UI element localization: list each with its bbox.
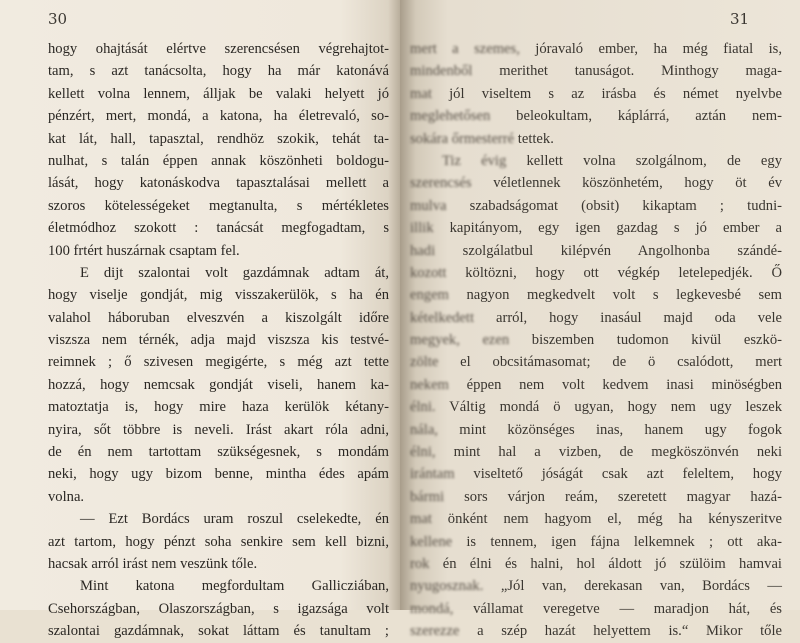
text-line [410, 463, 782, 485]
text-line [410, 553, 782, 575]
text-line [410, 240, 782, 262]
text-fragment: én élni és halni, hol áldott jó szülöim hamvai [429, 555, 782, 572]
text-fragment: tettek. [514, 130, 554, 147]
text-line [48, 531, 389, 553]
blurred-text-fragment: szerencsés [410, 175, 472, 192]
text-line [410, 329, 782, 351]
text-fragment: életmódhoz szokott : tanácsát megfogadtam, s [48, 220, 389, 237]
blurred-text-fragment: hadi [410, 242, 436, 259]
text-line [410, 531, 782, 553]
text-line [48, 128, 389, 150]
text-fragment: viszsza nem térnék, adja majd viszsza kis testvé- [48, 332, 389, 349]
text-fragment: arról, hogy inasául majd oda vele [474, 309, 782, 326]
text-fragment: „Jól van, derekasan van, Bordács — [483, 578, 782, 595]
text-fragment: önként nem hagyom el, még ha kényszeritve [431, 511, 782, 528]
text-fragment: mint hal a vizben, de megköszönvén neki [435, 444, 782, 461]
blurred-text-fragment: megyek, ezen [410, 332, 510, 349]
text-line [48, 329, 389, 351]
blurred-text-fragment: élni. [410, 399, 436, 416]
text-fragment: tam, s azt tanácsolta, hogy ha már katonává [48, 63, 389, 80]
text-line [48, 195, 389, 217]
blurred-text-fragment: engem [410, 287, 449, 304]
text-fragment: Csehországban, Olaszországban, s igazsága volt [48, 600, 389, 617]
text-line [410, 83, 782, 105]
blurred-text-fragment: mat [410, 511, 432, 528]
text-fragment: szalontai gazdámnak, sokat láttam és tanultam ; [48, 623, 389, 640]
text-line [410, 195, 782, 217]
text-line [48, 105, 389, 127]
text-fragment: el obcsitámasomat; de ö csalódott, mert [438, 354, 782, 371]
right-page [400, 0, 800, 640]
page-number-left: 30 [48, 10, 68, 28]
text-fragment: hacsak arról irást nem veszünk tőle. [48, 555, 258, 572]
text-fragment: E dijt szalontai volt gazdámnak adtam át, [80, 264, 389, 281]
text-line [48, 307, 389, 329]
text-fragment: azt tartom, hogy pénzt soha senkire sem kell bizni, [48, 533, 389, 550]
text-line [410, 262, 782, 284]
text-line [410, 172, 782, 194]
text-fragment: nulhat, s talán éppen annak köszönheti boldogu- [48, 152, 389, 169]
text-line [48, 240, 389, 262]
blurred-text-fragment: Tiz évig [442, 152, 507, 169]
text-line [410, 150, 782, 172]
text-fragment: volna. [48, 488, 85, 505]
text-line [48, 553, 389, 575]
text-fragment: biszemben tudomon kivül eszkö- [509, 332, 782, 349]
blurred-text-fragment: meglehetősen [410, 108, 491, 125]
left-page [0, 0, 400, 640]
text-fragment: jóravaló ember, ha még fiatal is, [519, 41, 782, 57]
left-page-text [48, 38, 389, 643]
text-fragment: sors várjon reám, szeretett magyar hazá- [444, 488, 782, 505]
text-line [48, 150, 389, 172]
text-fragment: kat lát, hall, tapasztal, rendhöz szokik, tehát ta- [48, 130, 389, 147]
text-fragment: matoztatja is, hogy mire haza kerülök kétany- [48, 399, 389, 416]
text-line [410, 38, 782, 60]
right-page-text [410, 38, 782, 643]
text-line [48, 508, 389, 530]
blurred-text-fragment: mulva [410, 197, 447, 214]
blurred-text-fragment: nyugosznak. [410, 578, 484, 595]
text-fragment: a szép hazát helyettem is.“ Mikor tőle [459, 623, 782, 640]
blurred-text-fragment: kozott [410, 264, 447, 281]
text-fragment: hogy ohajtását elértve szerencsésen végrehajtot- [48, 41, 389, 57]
text-line [410, 508, 782, 530]
page-number-right: 31 [730, 10, 750, 28]
text-line [48, 284, 389, 306]
text-line [410, 284, 782, 306]
blurred-text-fragment: mondá, [410, 600, 454, 617]
text-line [410, 419, 782, 441]
blurred-text-fragment: rok [410, 555, 430, 572]
blurred-text-fragment: mat [410, 85, 432, 102]
blurred-text-fragment: irántam [410, 466, 455, 483]
text-line [48, 38, 389, 60]
text-line [48, 419, 389, 441]
text-fragment: merithet tanuságot. Minthogy maga- [472, 63, 782, 80]
text-line [410, 396, 782, 418]
text-fragment: hozzá, hogy nemcsak gondját viseli, hanem ka- [48, 376, 389, 393]
text-fragment: beleokultam, káplárrá, aztán nem- [490, 108, 782, 125]
text-fragment: szabadságomat (obsit) kikaptam ; tudni- [446, 197, 782, 214]
text-fragment: kellett volna lennem, álljak be valaki helyett jó [48, 85, 389, 102]
text-fragment: lását, hogy katonáskodva tapasztalásai mellett a [48, 175, 389, 192]
text-fragment: szolgálatbul kilépvén Angolhonba szándé- [435, 242, 782, 259]
text-line [410, 374, 782, 396]
text-fragment: mint közönséges inas, hanem ugy fogok [437, 421, 782, 438]
text-fragment: véletlennek köszönhetém, hogy öt év [471, 175, 782, 192]
text-line [410, 105, 782, 127]
text-line [48, 60, 389, 82]
text-fragment: hogy viselje gondját, mig visszakerülök, s ha én [48, 287, 389, 304]
blurred-text-fragment: szerezze [410, 623, 460, 640]
blurred-text-fragment: zölte [410, 354, 439, 371]
text-line [410, 60, 782, 82]
text-fragment: kapitányom, egy igen gazdag s jó ember a [433, 220, 782, 237]
blurred-text-fragment: mindenből [410, 63, 473, 80]
text-fragment: 100 frtért huszárnak csaptam fel. [48, 242, 240, 259]
text-line [410, 620, 782, 642]
text-fragment: de én nem tartottam szükségesnek, s mondám [48, 444, 389, 461]
text-line [410, 441, 782, 463]
text-fragment: éppen nem volt kedvem inasi minöségben [448, 376, 782, 393]
blurred-text-fragment: mert a szemes, [410, 41, 520, 57]
text-line [410, 307, 782, 329]
text-line [48, 217, 389, 239]
blurred-text-fragment: nála, [410, 421, 438, 438]
text-fragment: reimnek ; ő szivesen megigérte, s még azt tette [48, 354, 389, 371]
text-line [48, 486, 389, 508]
text-line [48, 441, 389, 463]
text-line [410, 598, 782, 620]
text-line [410, 351, 782, 373]
text-line [48, 598, 389, 620]
blurred-text-fragment: sokára őrmesterré [410, 130, 515, 147]
text-fragment: pénzért, mert, mondá, a katona, ha életrevaló, so- [48, 108, 389, 125]
text-line [48, 351, 389, 373]
text-line [410, 575, 782, 597]
text-line [410, 486, 782, 508]
text-line [48, 172, 389, 194]
text-line [48, 396, 389, 418]
text-fragment: Váltig mondá ö ugyan, hogy nem ugy leszek [435, 399, 782, 416]
text-fragment: — Ezt Bordács uram roszul cselekedte, én [80, 511, 389, 528]
text-line [48, 374, 389, 396]
text-fragment: valahol háboruban elveszvén a kiszolgált időre [48, 309, 389, 326]
text-fragment: is tennem, igen fájna lelkemnek ; ott aka- [452, 533, 782, 550]
text-line [48, 463, 389, 485]
text-fragment: Mint katona megfordultam Gallicziában, [80, 578, 389, 595]
text-fragment: költözni, hogy ott végkép letelepedjék. Ő [446, 264, 782, 281]
text-fragment: szoros kötelességeket megtanulta, s mértékletes [48, 197, 389, 214]
blurred-text-fragment: kételkedett [410, 309, 475, 326]
text-line [48, 575, 389, 597]
text-line [410, 217, 782, 239]
blurred-text-fragment: bármi [410, 488, 445, 505]
text-fragment: jól viseltem s az irásba és német nyelvbe [431, 85, 782, 102]
text-fragment: viseltető jóságát csak azt feleltem, hogy [454, 466, 782, 483]
blurred-text-fragment: illik [410, 220, 434, 237]
blurred-text-fragment: nekem [410, 376, 449, 393]
blurred-text-fragment: kellene [410, 533, 453, 550]
text-line [410, 128, 782, 150]
text-fragment: kellett volna szolgálnom, de egy [506, 152, 782, 169]
text-line [48, 620, 389, 642]
text-fragment: vállamat veregetve — maradjon hát, és [453, 600, 782, 617]
text-line [48, 83, 389, 105]
text-fragment: nagyon megkedvelt volt s legkevesbé sem [448, 287, 782, 304]
blurred-text-fragment: élni, [410, 444, 436, 461]
text-line [48, 262, 389, 284]
text-fragment: nyira, sőt többre is neveli. Irást akart róla adni, [48, 421, 389, 438]
text-fragment: neki, hogy ugy bizom benne, mintha édes apám [48, 466, 389, 483]
